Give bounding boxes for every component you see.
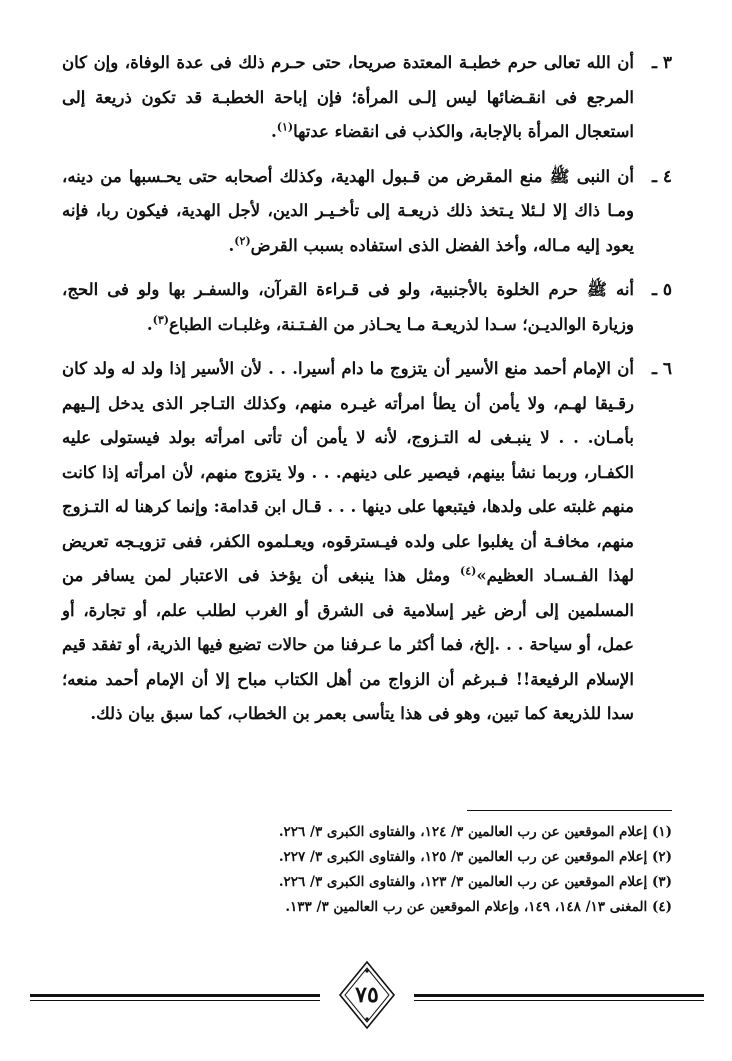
list-item [62,273,672,342]
item-paragraph [62,273,634,342]
item-paragraph [62,46,634,150]
footnote: (٢) إعلام الموقعين عن رب العالمين ٣/ ١٢٥، والفتاوى الكبرى ٣/ ٢٢٧. [278,849,672,865]
item-text-after: . [228,235,235,255]
footnote-reference[interactable]: (١) [276,120,294,134]
footnote: (٤) المغنى ١٣/ ١٤٨، ١٤٩، وإعلام الموقعين عن رب العالمين ٣/ ١٣٣. [285,899,672,915]
footnotes [62,820,672,920]
footer-rule-left-thin [30,1000,320,1001]
list-item [62,46,672,150]
item-number: ٤ ـ [651,166,672,187]
footer-rule-right [414,994,704,997]
item-text-after: . [146,314,153,334]
main-text [62,46,672,742]
book-page [62,40,672,1040]
footnote-reference[interactable]: (٤) [459,564,477,578]
item-number: ٥ ـ [651,280,672,300]
item-text: أن الإمام أحمد منع الأسير أن يتزوج ما دام أسيرا. . . لأن الأسير إذا ولد له ولد كان رقـيقا لهـم، ولا يأمن أن يطأ امرأته غيـره منهم، وكذلك التـاجر الذى يدخل إلـيهم بأمـان. . . لا ينبـغى له التـزوج، لأنه لا يأمن أن تأتى امرأته بولد فيستولى عليه الكفـار، وربما نشأ بينهم، فيصير على دينهم. . . ولا يتزوج منهم، لأن امرأته إذا كانت منهم غلبته على ولدها، فيتبعها على دينها . . . قـال ابن قدامة: وإنما كرهنا له التـزوج منهم، مخافـة أن يغلبوا على ولده فيـسترقوه، ويعـلموه الكفر، ففى تزويـجه تعريض لهذا الفـسـاد العظيم» [62,359,635,585]
footnote-reference[interactable]: (٣) [152,313,169,326]
footer-rule-left [30,994,320,997]
item-text: أن الله تعالى حرم خطبـة المعتدة صريحا، حتى حـرم ذلك فى عدة الوفاة، وإن كان المرجع فى انقـضائها ليس إلـى المرأة؛ فإن إباحة الخطبـة قد تكون ذريعة إلى استعجال المرأة بالإجابة، والكذب فى انقضاء عدتها [62,53,634,141]
item-paragraph [62,160,634,264]
footer-rule-right-thin [414,1000,704,1001]
item-text-after: . [271,122,277,141]
footnote-separator [467,810,672,811]
item-number: ٣ ـ [651,53,672,73]
footnote: (١) إعلام الموقعين عن رب العالمين ٣/ ١٢٤، والفتاوى الكبرى ٣/ ٢٢٦. [278,824,672,840]
list-item [62,352,672,732]
item-text-after: ومثل هذا ينبغى أن يؤخذ فى الاعتبار لمن يسافر من المسلمين إلى أرض غير إسلامية فى الشرق أو الغرب لطلب علم، أو تجارة، أو عمل، أو سياحة . . .إلخ، فما أكثر ما عـرفنا من حالات تضيع فيها الذرية، أو تفقد قيم الإسلام الرفيعة!! فـبرغم أن الزواج من أهل الكتاب مباح إلا أن الإمام أحمد منعه؛ سدا للذريعة كما تبين، وهو فى هذا يتأسى بعمر بن الخطاب، كما سبق بيان ذلك. [62,566,634,723]
footnote-reference[interactable]: (٢) [234,234,251,247]
item-number: ٦ ـ [651,359,672,379]
page-footer [30,958,704,1028]
item-paragraph [62,352,634,732]
page-number: ٧٥ [355,982,379,1008]
footnote: (٣) إعلام الموقعين عن رب العالمين ٣/ ١٢٣، والفتاوى الكبرى ٣/ ٢٢٦. [278,874,672,890]
page-number-badge [338,960,396,1030]
item-text: أنه ﷺ حرم الخلوة بالأجنبية، ولو فى قـراءة القرآن، والسفـر بها ولو فى الحج، وزيارة الوالديـن؛ سـدا لذريعـة مـا يحـاذر من الفـتـنة، وغلبـات الطباع [62,280,634,334]
item-text: أن النبى ﷺ منع المقرض من قـبول الهدية، وكذلك أصحابه حتى يحـسبها من دينه، ومـا ذاك إلا لـئلا يـتخذ ذلك ذريعـة إلى تأخـيـر الدين، لأجل الهدية، فيكون ربا، فإنه يعود إليه مـاله، وأخذ الفضل الذى استفاده بسبب القرض [62,166,634,255]
list-item [62,160,672,264]
